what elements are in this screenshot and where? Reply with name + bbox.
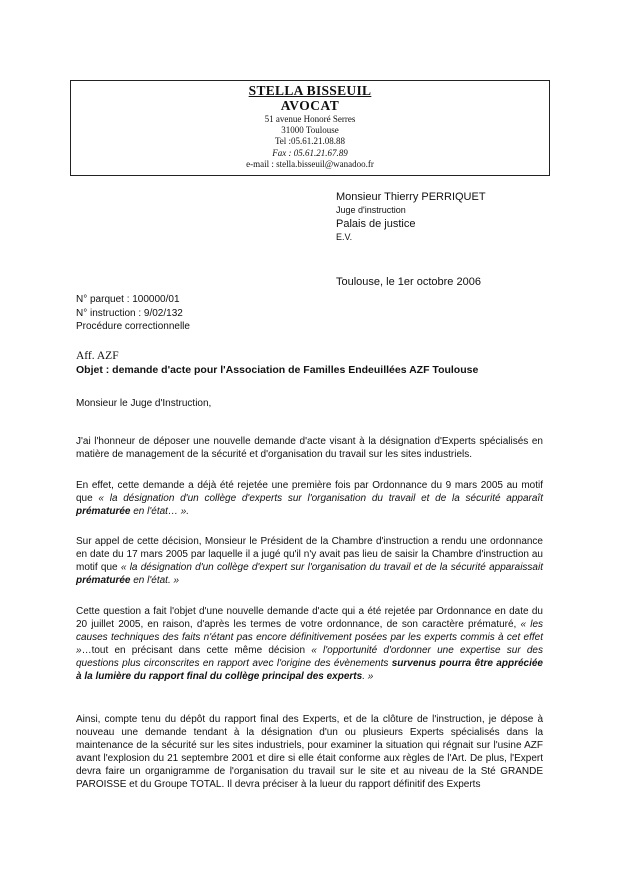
recipient-name: Monsieur Thierry PERRIQUET <box>336 191 486 203</box>
p3-quote: « la désignation d'un collège d'expert sur l'organisation du travail et de la sécurité apparaissait <box>120 562 543 573</box>
lawyer-tel: Tel :05.61.21.08.88 <box>274 136 346 147</box>
instruction-number: N° instruction : 9/02/132 <box>76 307 183 319</box>
parquet-number: N° parquet : 100000/01 <box>76 294 180 305</box>
p2-emphasis: prématurée <box>76 506 131 517</box>
recipient-ev: E.V. <box>336 232 353 242</box>
paragraph-2 <box>76 479 543 518</box>
paragraph-3 <box>76 535 543 587</box>
lawyer-address: 51 avenue Honoré Serres <box>264 114 356 124</box>
case-references <box>76 293 190 334</box>
lawyer-fax: Fax : 05.61.21.67.89 <box>272 147 348 158</box>
paragraph-4 <box>76 605 543 683</box>
p4-quote-end: . » <box>362 671 374 682</box>
p4-text: Cette question a fait l'objet d'une nouvelle demande d'acte qui a été rejetée par Ordonnance en date du 20 juillet 2005, en raison, d'après les termes de votre ordonnance, de son caractère prématuré, <box>76 606 543 630</box>
lawyer-email: e-mail : stella.bisseuil@wanadoo.fr <box>246 158 374 169</box>
lawyer-title: AVOCAT <box>280 98 340 113</box>
p3-quote-end: en l'état. » <box>130 575 180 586</box>
paragraph-1: J'ai l'honneur de déposer une nouvelle demande d'acte visant à la désignation d'Experts spécialisés en matière de management de la sécurité et d'organisation du travail sur les sites industriels. <box>76 436 543 460</box>
p2-quote-end: en l'état… ». <box>130 506 190 517</box>
subject-line: Objet : demande d'acte pour l'Association de Familles Endeuillées AZF Toulouse <box>76 364 479 376</box>
recipient-block <box>336 190 486 244</box>
affair-label: Aff. AZF <box>76 350 119 362</box>
letter-date: Toulouse, le 1er octobre 2006 <box>336 276 481 288</box>
salutation: Monsieur le Juge d'Instruction, <box>76 398 212 409</box>
letterhead <box>70 80 550 176</box>
p4-text-2: …tout en précisant dans cette même décision <box>81 645 312 656</box>
p4-quote-2: « l'opportunité d'ordonner une expertise sur des questions plus circonscrites en rapport avec l'origine des évènements <box>76 645 543 669</box>
paragraph-5: Ainsi, compte tenu du dépôt du rapport final des Experts, et de la clôture de l'instruction, je dépose à nouveau une demande tendant à la désignation d'un ou plusieurs Experts spécialisés dans la maintenance de la sécurité sur les sites industriels, pour examiner la situation qui régnait sur l'usine AZF avant l'explosion du 21 septembre 2001 et dire si elle était conforme aux règles de l'Art. De plus, l'Expert devra faire un organigramme de l'organisation du travail sur le site et au niveau de la Sté GRANDE PAROISSE et du Groupe TOTAL. Il devra préciser à la lueur du rapport définitif des Experts <box>76 714 543 790</box>
p2-quote: « la désignation d'un collège d'experts sur l'organisation du travail et de la sécurité apparaît <box>98 493 543 504</box>
p3-emphasis: prématurée <box>76 575 131 586</box>
lawyer-name: STELLA BISSEUIL <box>248 83 372 98</box>
recipient-place: Palais de justice <box>336 218 416 230</box>
procedure-type: Procédure correctionnelle <box>76 321 190 332</box>
lawyer-city: 31000 Toulouse <box>281 125 339 136</box>
recipient-role: Juge d'instruction <box>336 205 406 215</box>
p2-text: En effet, cette demande a déjà été rejetée une première fois par Ordonnance du 9 mars 2005 au motif que <box>76 480 543 504</box>
p3-text: Sur appel de cette décision, Monsieur le Président de la Chambre d'instruction a rendu une ordonnance en date du 17 mars 2005 par laquelle il a jugé qu'il n'y avait pas lieu de saisir la Chambre d'instruction au motif que <box>76 536 543 573</box>
p4-emphasis: survenus pourra être appréciée à la lumière du rapport final du collège principal des experts <box>76 658 543 682</box>
p4-quote-1: « les causes techniques des faits n'étant pas encore définitivement posées par les experts commis à cet effet » <box>76 619 544 656</box>
